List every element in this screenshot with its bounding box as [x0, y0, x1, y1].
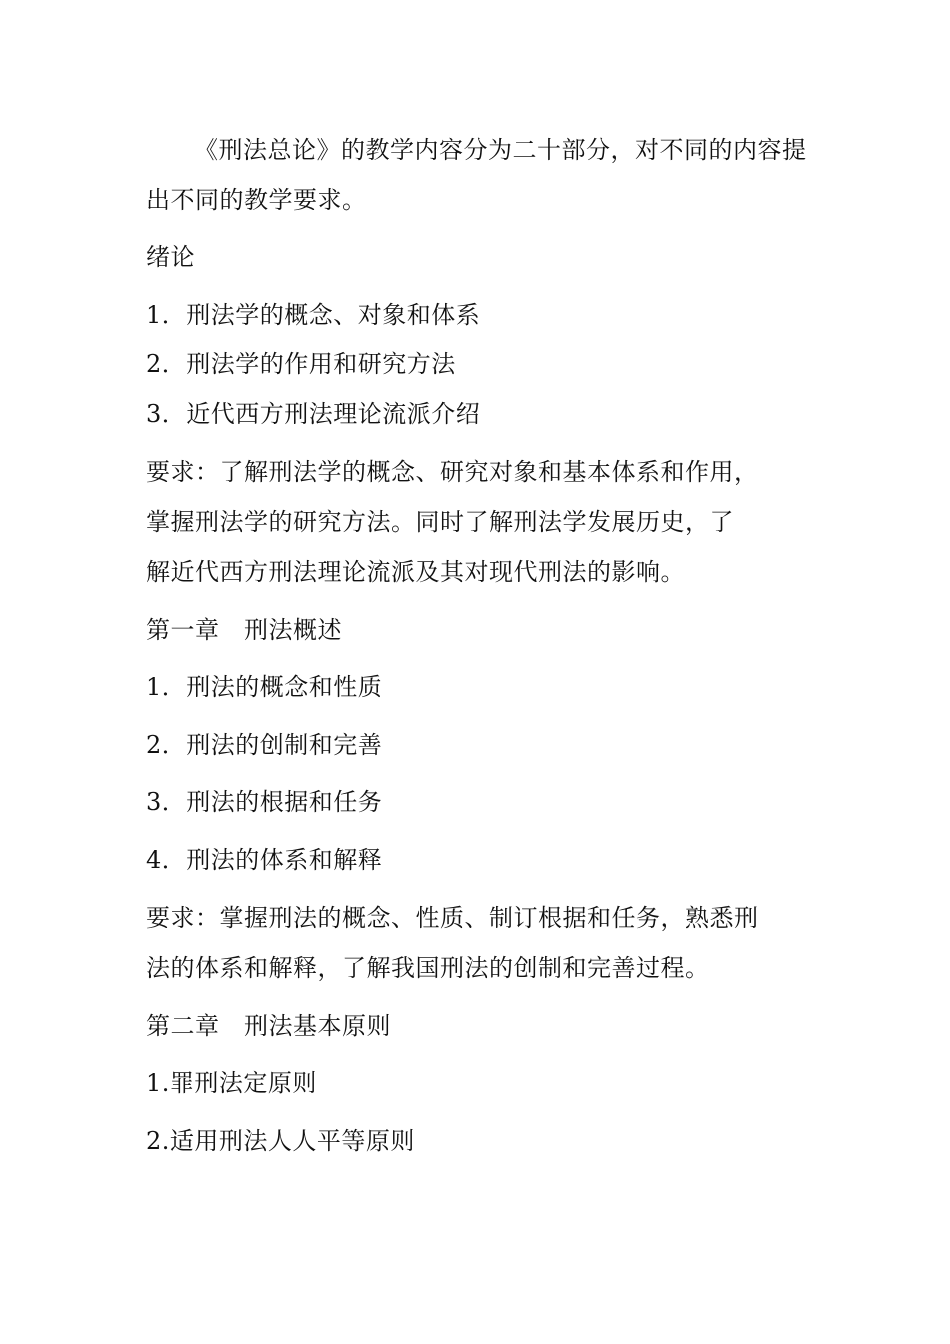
chapter2-item-1: 1.罪刑法定原则 [146, 1069, 317, 1097]
chapter2-item-2: 2.适用刑法人人平等原则 [146, 1127, 415, 1155]
introduction-item-3: 3．近代西方刑法理论流派介绍 [146, 400, 481, 428]
introduction-item-2: 2．刑法学的作用和研究方法 [146, 350, 456, 378]
chapter1-requirement-line-1: 要求：掌握刑法的概念、性质、制订根据和任务，熟悉刑 [146, 904, 759, 932]
chapter1-requirement-line-2: 法的体系和解释，了解我国刑法的创制和完善过程。 [146, 954, 710, 982]
chapter1-item-2: 2．刑法的创制和完善 [146, 731, 383, 759]
introduction-item-1: 1．刑法学的概念、对象和体系 [146, 301, 481, 329]
chapter2-heading: 第二章 刑法基本原则 [146, 1012, 391, 1040]
intro-line-1: 《刑法总论》的教学内容分为二十部分，对不同的内容提 [194, 136, 807, 164]
intro-line-2: 出不同的教学要求。 [146, 186, 367, 214]
chapter1-item-3: 3．刑法的根据和任务 [146, 788, 383, 816]
chapter1-heading: 第一章 刑法概述 [146, 616, 342, 644]
introduction-requirement-line-3: 解近代西方刑法理论流派及其对现代刑法的影响。 [146, 558, 685, 586]
introduction-requirement-line-2: 掌握刑法学的研究方法。同时了解刑法学发展历史，了 [146, 508, 734, 536]
introduction-requirement-line-1: 要求：了解刑法学的概念、研究对象和基本体系和作用， [146, 458, 759, 486]
introduction-heading: 绪论 [146, 243, 195, 271]
chapter1-item-4: 4．刑法的体系和解释 [146, 846, 383, 874]
chapter1-item-1: 1．刑法的概念和性质 [146, 673, 383, 701]
